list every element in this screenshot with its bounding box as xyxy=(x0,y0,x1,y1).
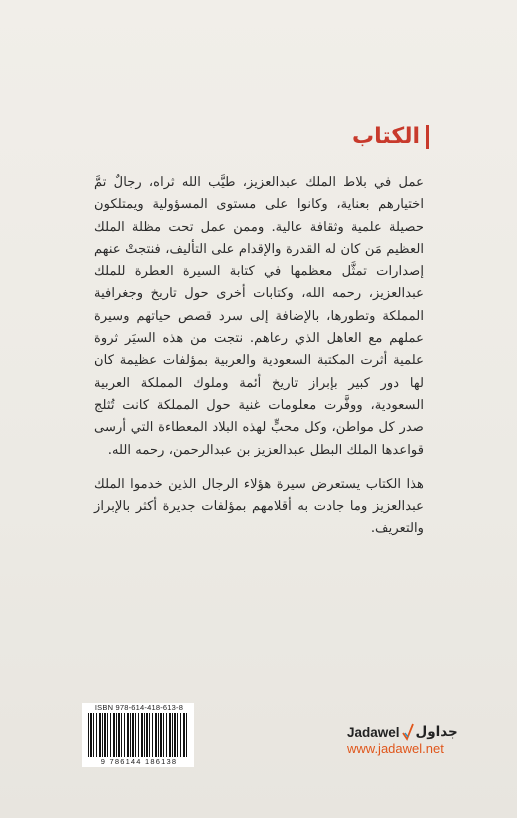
publisher-logo xyxy=(347,723,467,741)
heading-accent-bar xyxy=(426,125,429,149)
isbn-label: ISBN 978-614-418-613-8 xyxy=(94,703,184,712)
publisher-name-latin: Jadawel xyxy=(347,724,400,740)
heading-title: الكتاب xyxy=(352,124,420,149)
blurb-text xyxy=(94,172,424,541)
blurb-paragraph-2: هذا الكتاب يستعرض سيرة هؤلاء الرجال الذين خدموا الملك عبدالعزيز وما جادت به أقلامهم بمؤلفات جديرة أكثر بالإبراز والتعريف. xyxy=(94,476,424,537)
barcode-number: 9 786144 186138 xyxy=(100,757,178,766)
section-heading xyxy=(352,124,429,149)
check-mark-icon xyxy=(402,723,414,741)
isbn-barcode xyxy=(82,703,194,767)
barcode-bars xyxy=(88,713,188,757)
publisher-name-arabic: جداول xyxy=(415,724,458,740)
blurb-paragraph-1: عمل في بلاط الملك عبدالعزيز، طيَّب الله ثراه، رجالٌ تمَّ اختيارهم بعناية، وكانوا على مستوى المسؤولية ويمتلكون حصيلة علمية وثقافة عالية. وممن عمل تحت مظلة الملك العظيم مَن كان له القدرة والإقدام على التأليف، فنتجتْ عنهم إصدارات تمثَّل معظمها في كتابة السيرة العطرة للملك عبدالعزيز، رحمه الله، وكتابات أخرى حول تاريخ وجغرافية المملكة وتطورها، بالإضافة إلى سرد قصص حياتهم وسيرة عملهم مع العاهل الذي رعاهم. نتجت من هذه السيَر ثروة علمية أثرت المكتبة السعودية والعربية بمؤلفات عظيمة كان لها دور كبير بإبراز تاريخ أئمة وملوك المملكة العربية السعودية، ووفَّرت معلومات غنية حول المملكة كانت تُثلج صدر كل مواطن، وكل محبٍّ لهذه البلاد المعطاءة التي أرسى قواعدها الملك البطل عبدالعزيز بن عبدالرحمن، رحمه الله. xyxy=(94,175,424,458)
publisher-url: www.jadawel.net xyxy=(347,741,444,756)
